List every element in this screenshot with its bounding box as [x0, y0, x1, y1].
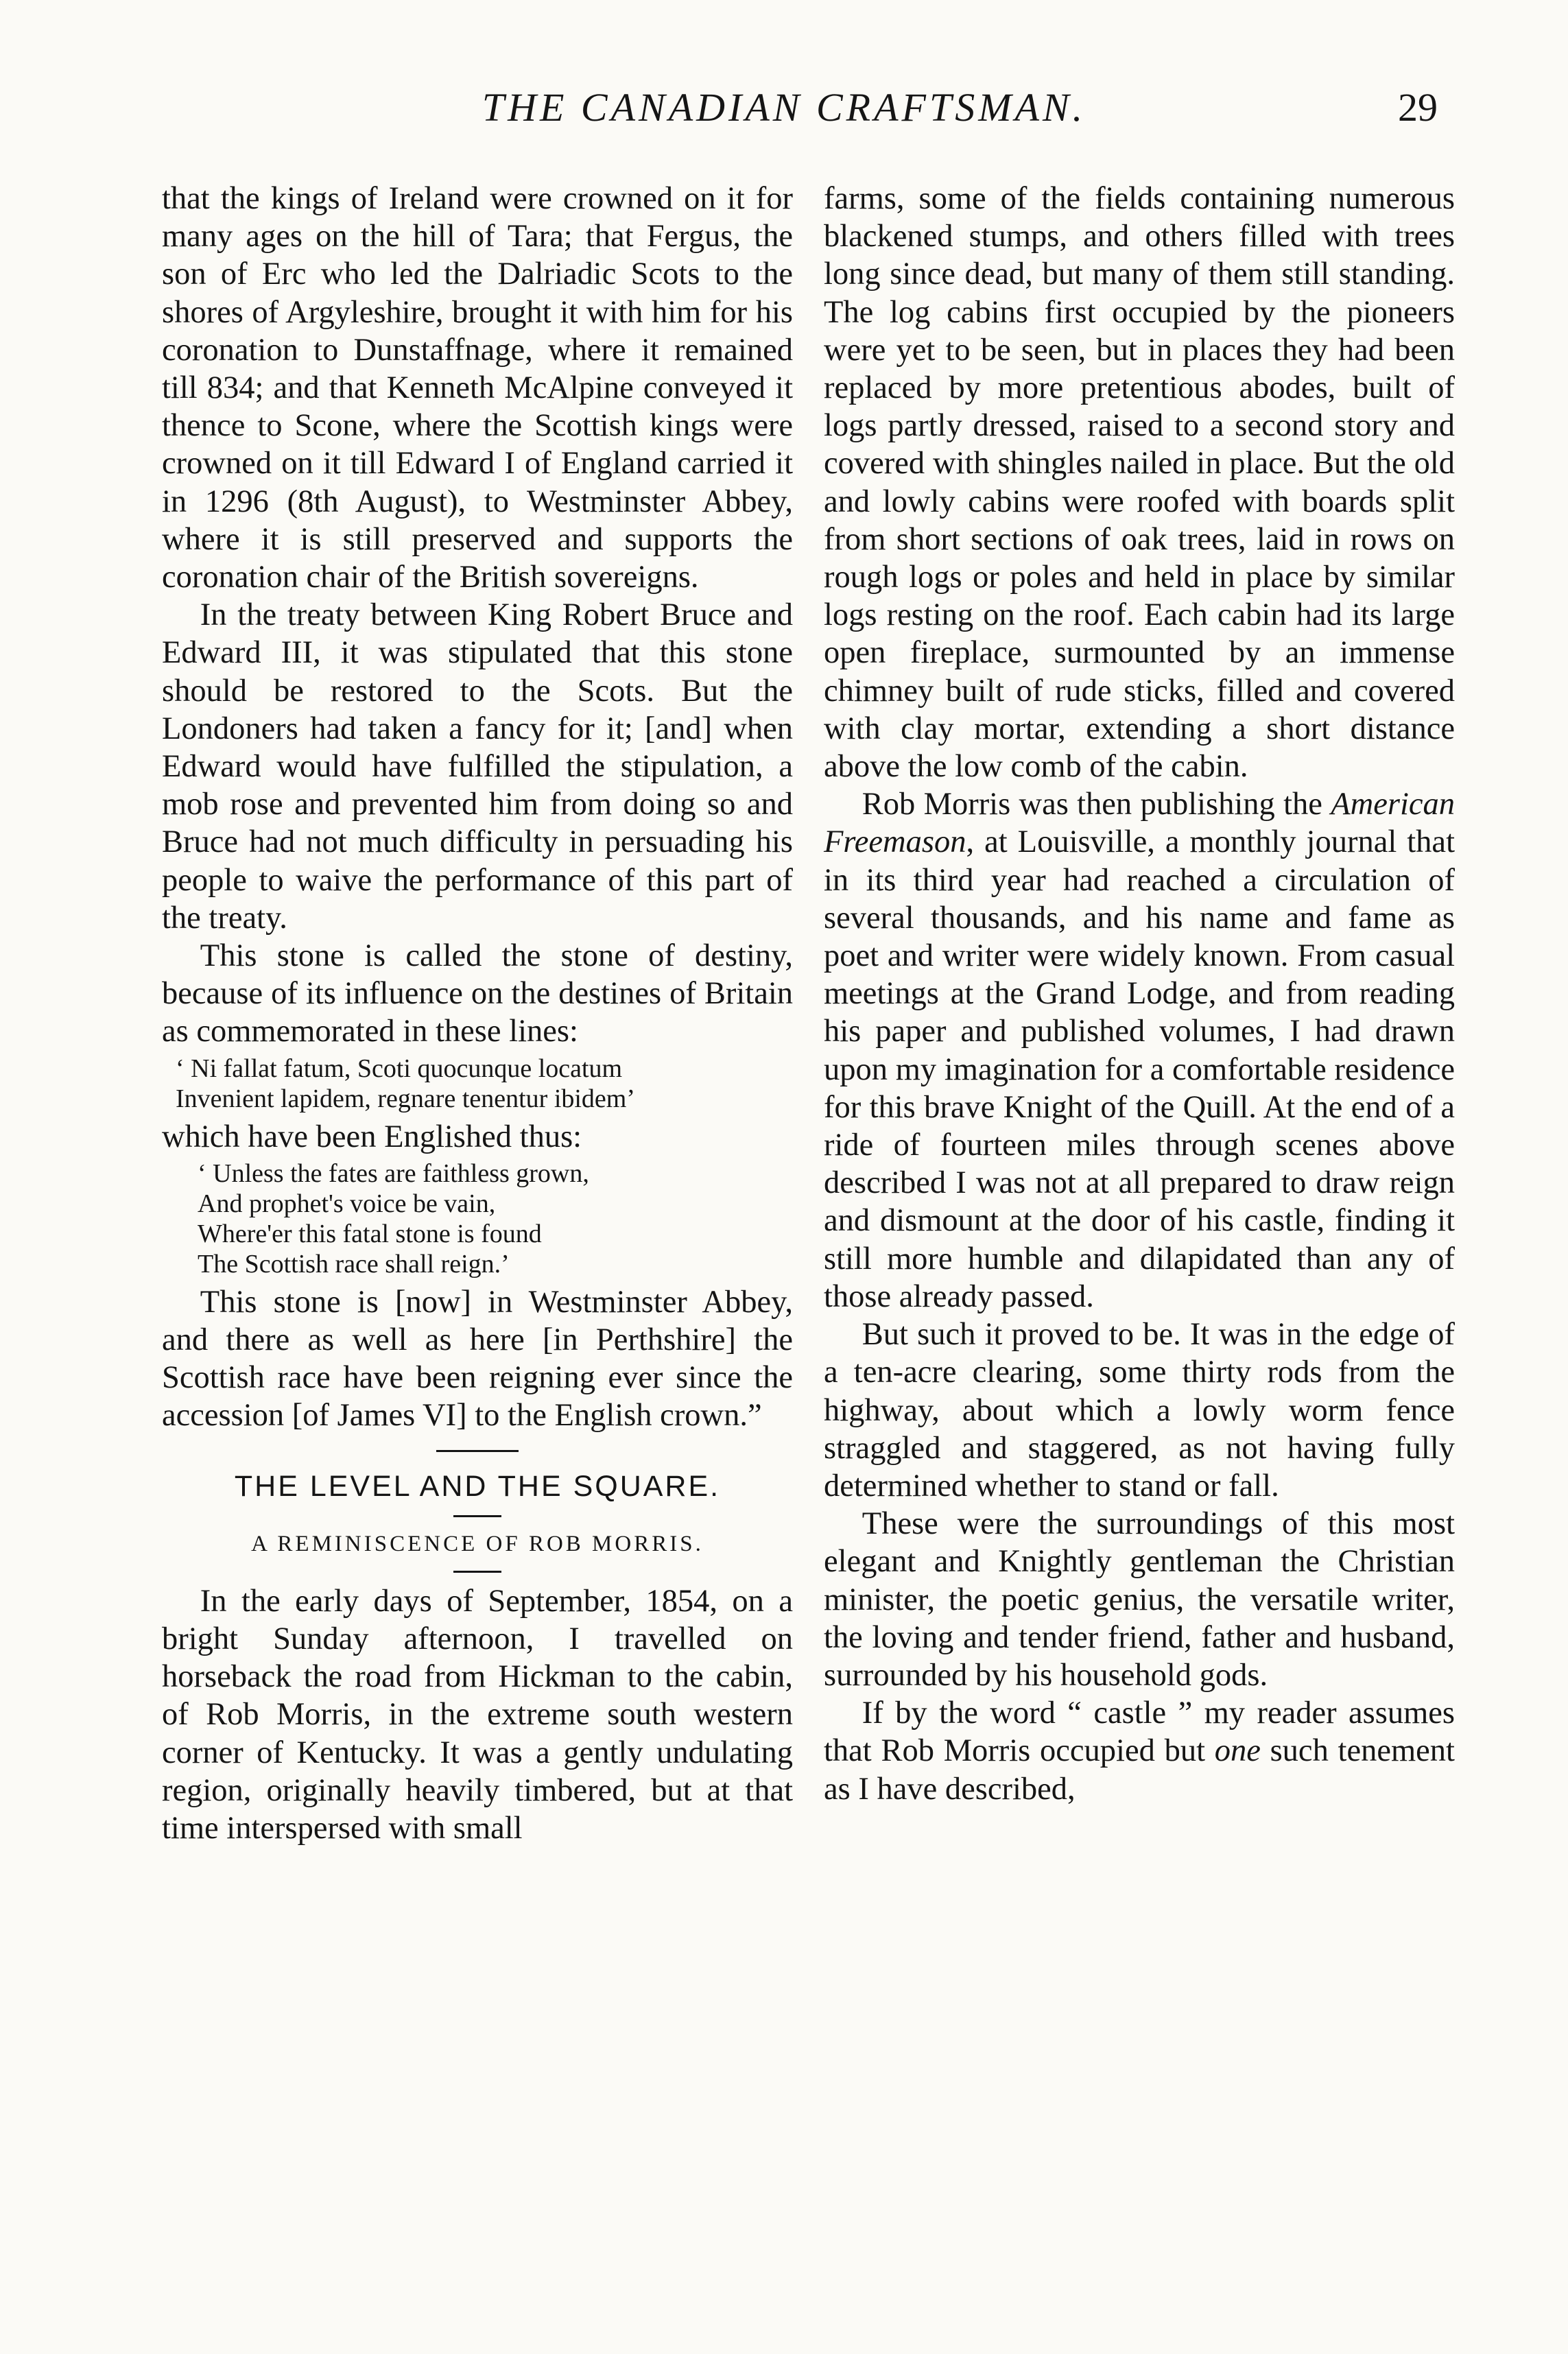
subtitle-rule	[453, 1571, 501, 1573]
paragraph: But such it proved to be. It was in the edge of a ten-acre clearing, some thirty rods from the highway, about which a lowly worm fence straggled and staggered, as not having fully determined whether to stand or fall.	[824, 1317, 1455, 1503]
left-column	[162, 180, 793, 1847]
latin-verse	[162, 1054, 793, 1114]
paragraph: These were the surroundings of this most elegant and Knightly gentleman the Christian minister, the poetic genius, the versatile writer, the loving and tender friend, father and husband, surrounded by his household gods.	[824, 1506, 1455, 1693]
english-verse	[162, 1158, 793, 1279]
paragraph: This stone is called the stone of destiny, because of its influence on the destines of Britain as commemorated in these lines:	[162, 938, 793, 1049]
verse-line: ‘ Unless the fates are faithless grown,	[198, 1158, 589, 1188]
section-rule	[436, 1450, 519, 1452]
paragraph: In the treaty between King Robert Bruce and Edward III, it was stipulated that this stone should be restored to the Scots. But the Londoners had taken a fancy for it; [and] when Edward would have fulfilled the stipulation, a mob rose and prevented him from doing so and Bruce had not much difficulty in persuading his people to waive the performance of this part of the treaty.	[162, 597, 793, 936]
paragraph: This stone is [now] in Westminster Abbey, and there as well as here [in Perthshire] the Scottish race have been reigning ever since the accession [of James VI] to the English crown.”	[162, 1284, 793, 1434]
text-run: Rob Morris was then publishing the	[862, 787, 1331, 822]
paragraph: In the early days of September, 1854, on a bright Sunday afternoon, I travelled on horseback the road from Hickman to the cabin, of Rob Morris, in the extreme south western corner of Kentucky. It was a gently undulating region, originally heavily timbered, but at that time interspersed with small	[162, 1583, 793, 1846]
text-run: such tenement as I have described,	[824, 1733, 1455, 1807]
text-run: If by the word “ castle ” my reader assumes that Rob Morris occupied but	[824, 1696, 1455, 1769]
running-title: THE CANADIAN CRAFTSMAN.	[482, 85, 1086, 130]
paragraph	[824, 1694, 1455, 1808]
verse-line: Invenient lapidem, regnare tenentur ibidem’	[176, 1084, 636, 1113]
paragraph	[824, 785, 1455, 1316]
article-title: THE LEVEL AND THE SQUARE.	[234, 1469, 721, 1503]
paragraph: that the kings of Ireland were crowned on it for many ages on the hill of Tara; that Fergus, the son of Erc who led the Dalriadic Scots to the shores of Argyleshire, brought it with him for his coronation to Dunstaffnage, where it remained till 834; and that Kenneth McAlpine conveyed it thence to Scone, where the Scottish kings were crowned on it till Edward I of England carried it in 1296 (8th August), to Westminster Abbey, where it is still preserved and supports the coronation chair of the British sovereigns.	[162, 181, 793, 595]
page-number: 29	[1398, 85, 1438, 130]
verse-line: And prophet's voice be vain,	[198, 1189, 496, 1218]
paragraph: farms, some of the fields containing numerous blackened stumps, and others filled with trees long since dead, but many of them still standing. The log cabins first occupied by the pioneers were yet to be seen, but in places they had been replaced by more pretentious abodes, built of logs partly dressed, raised to a second story and covered with shingles nailed in place. But the old and lowly cabins were roofed with boards split from short sections of oak trees, laid in rows on rough logs or poles and held in place by similar logs resting on the roof. Each cabin had its large open fireplace, surmounted by an immense chimney built of rude sticks, filled and covered with clay mortar, extending a short distance above the low comb of the cabin.	[824, 181, 1455, 785]
paragraph: which have been Englished thus:	[162, 1119, 582, 1154]
verse-line: The Scottish race shall reign.’	[198, 1249, 510, 1279]
article-subtitle: A REMINISCENCE OF ROB MORRIS.	[251, 1531, 704, 1556]
emphasis: one	[1214, 1733, 1261, 1769]
title-rule	[453, 1515, 501, 1517]
text-run: , at Louisville, a monthly journal that in its third year had reached a circulation of several thousands, and his name and fame as poet and writer were widely known. From casual meetings at the Grand Lodge, and from reading his paper and published volumes, I had drawn upon my imagination for a comfortable residence for this brave Knight of the Quill. At the end of a ride of fourteen miles through scenes above described I was not at all prepared to draw reign and dismount at the door of his castle, finding it still more humble and dilapidated than any of those already passed.	[824, 824, 1455, 1314]
right-column	[824, 180, 1455, 1808]
verse-line: ‘ Ni fallat fatum, Scoti quocunque locatum	[176, 1054, 623, 1083]
verse-line: Where'er this fatal stone is found	[198, 1219, 542, 1248]
journal-title: American Freemason	[824, 787, 1455, 860]
